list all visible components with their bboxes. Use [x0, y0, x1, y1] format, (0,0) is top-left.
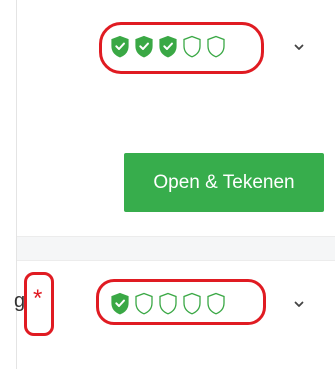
chevron-down-icon[interactable]	[292, 40, 306, 54]
annotation-highlight-required	[24, 272, 54, 336]
annotation-highlight-rating-2	[96, 279, 266, 325]
required-marker: *	[33, 285, 43, 312]
open-and-sign-button[interactable]: Open & Tekenen	[124, 153, 324, 212]
row-label-fragment: g	[14, 290, 26, 312]
row-separator	[17, 236, 335, 261]
chevron-down-icon[interactable]	[292, 297, 306, 311]
annotation-highlight-rating-1	[99, 22, 264, 74]
panel-border	[16, 0, 17, 369]
